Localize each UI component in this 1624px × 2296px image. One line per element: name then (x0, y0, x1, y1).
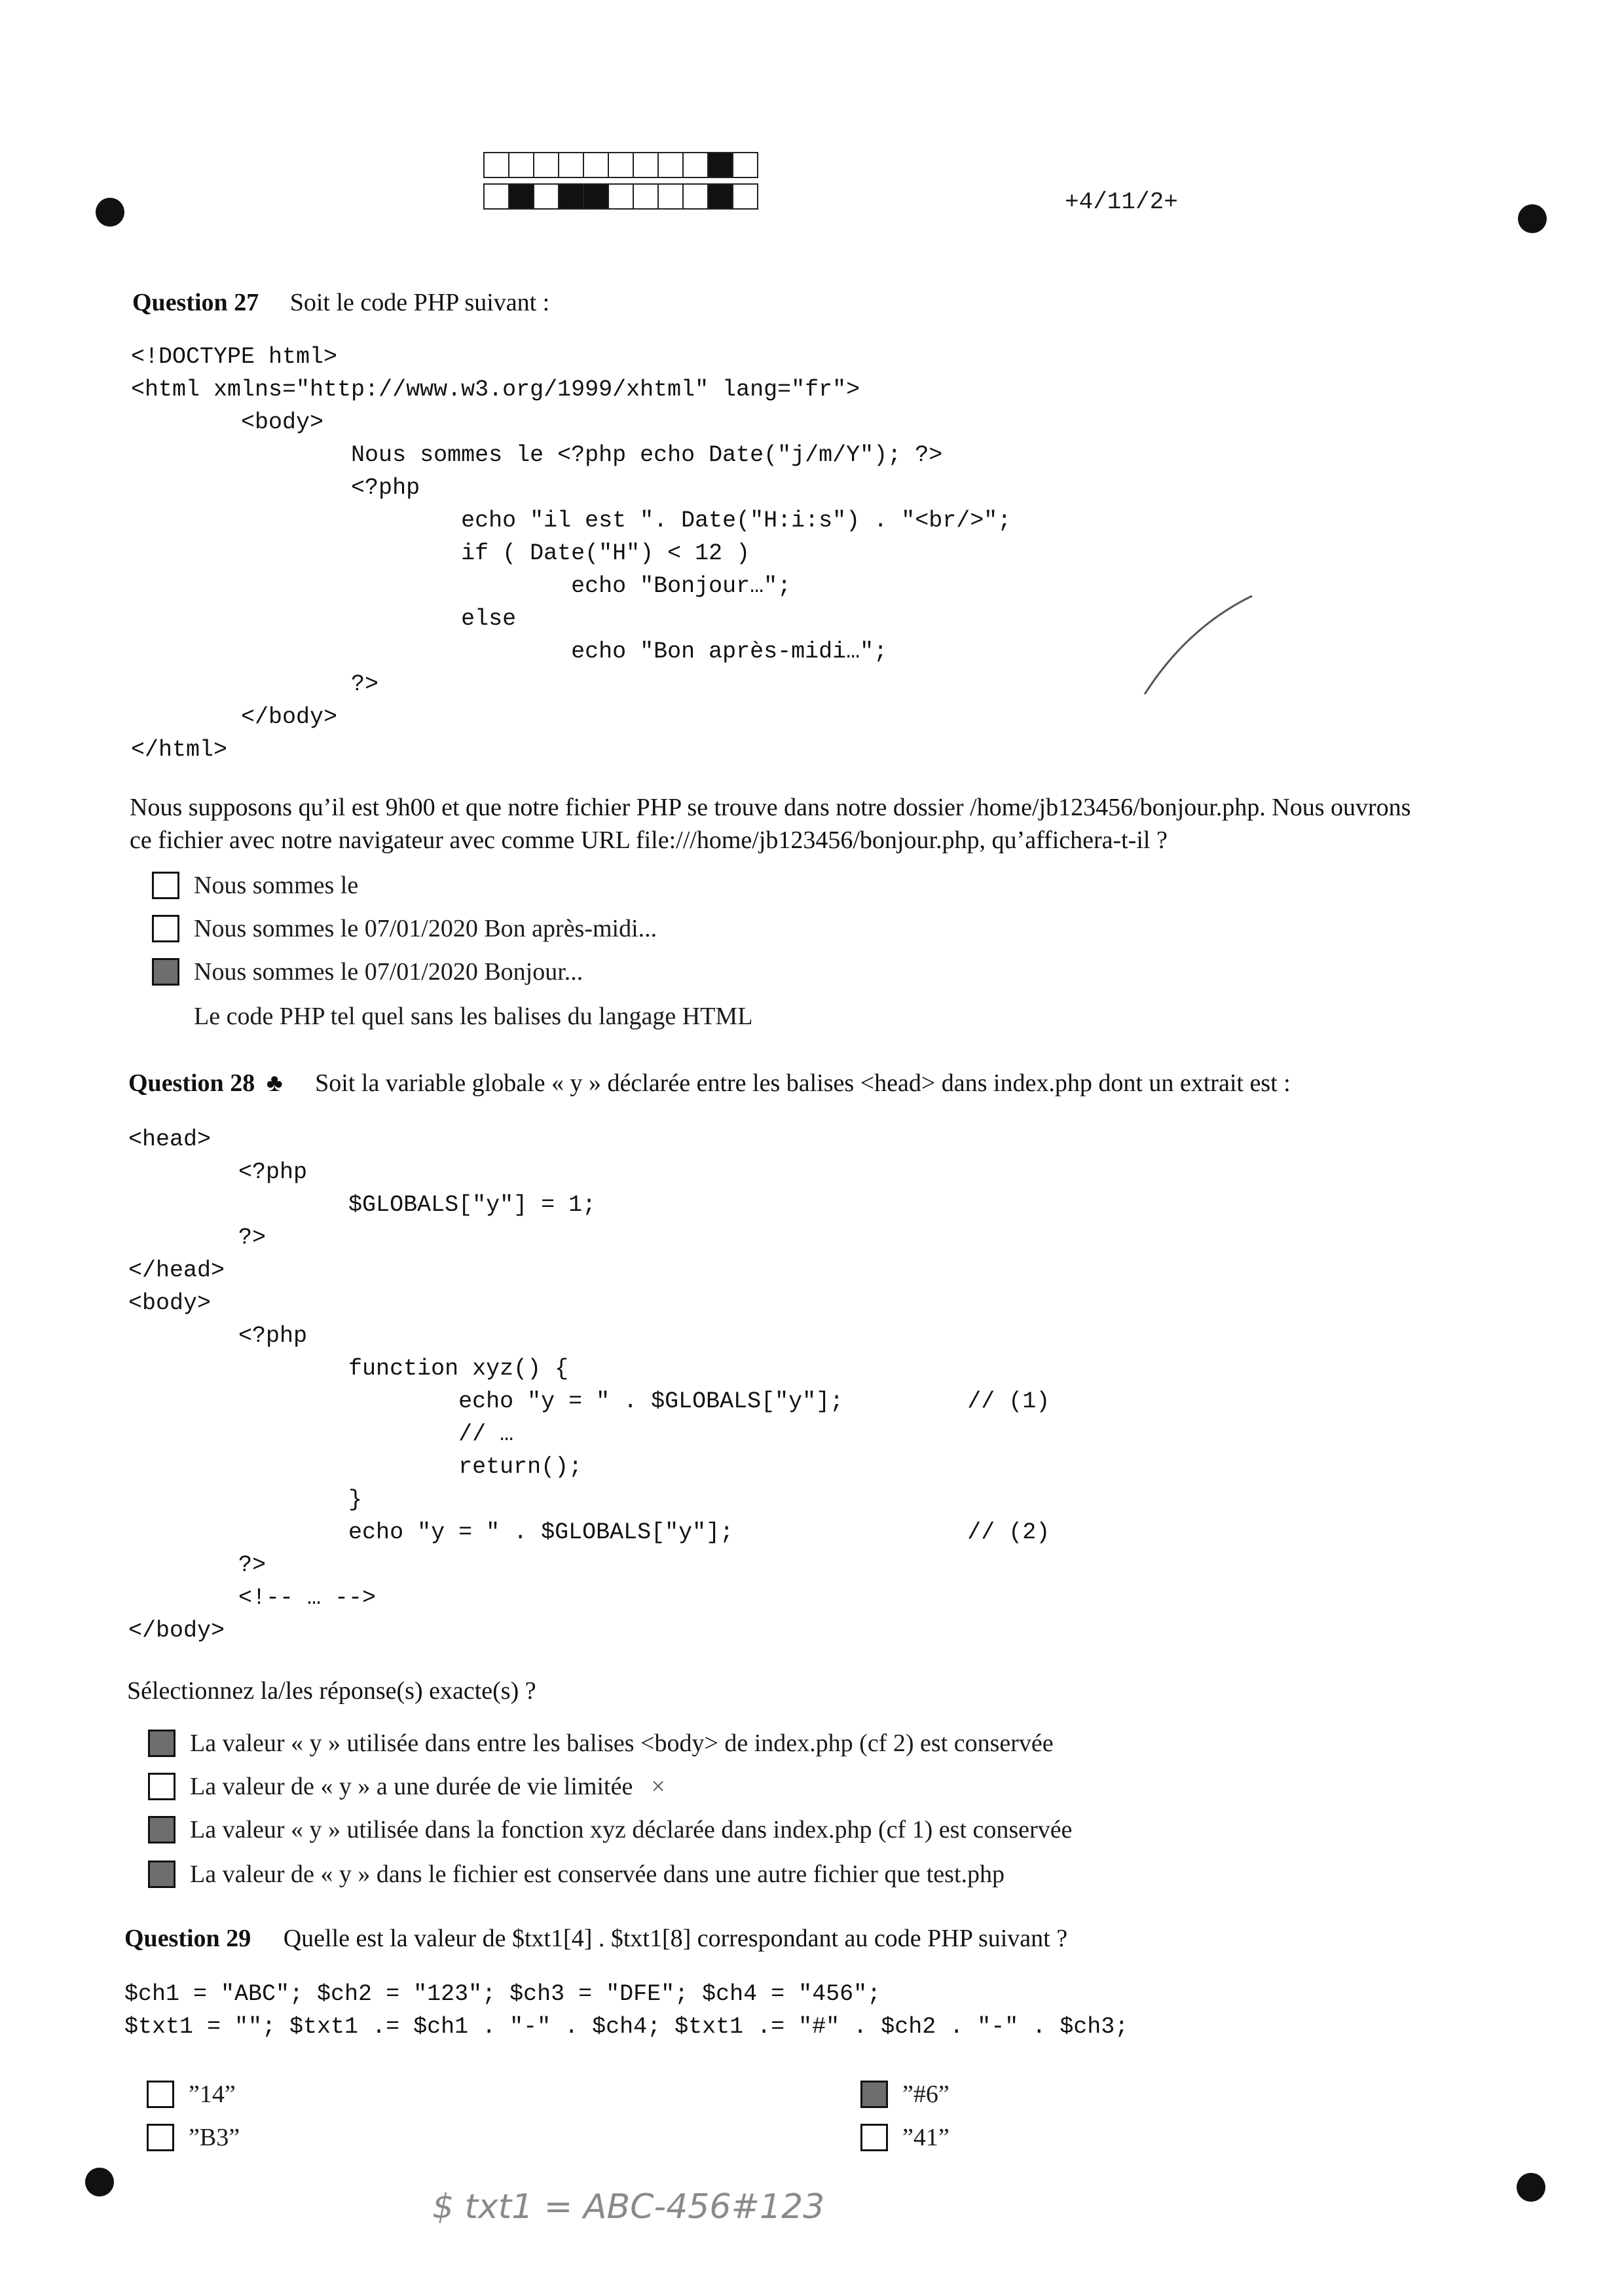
q28-code-line: <!-- … --> (128, 1585, 377, 1611)
q29-option-4-label: ”41” (902, 2124, 950, 2151)
q29-option-2-label: ”#6” (902, 2081, 950, 2108)
registration-dot-bottom-left (85, 2168, 114, 2196)
q27-option-1-label: Nous sommes le (194, 872, 359, 899)
barcode-cell (533, 183, 559, 210)
barcode-cell (508, 183, 534, 210)
question-28-question: Sélectionnez la/les réponse(s) exacte(s) ? (127, 1677, 536, 1705)
barcode-row-1 (483, 152, 757, 178)
q28-code-line: } (128, 1487, 363, 1513)
q27-option-2[interactable] (152, 914, 657, 943)
page-number: +4/11/2+ (1065, 189, 1178, 215)
q27-code-line: ?> (131, 671, 379, 697)
question-27-code (131, 341, 1011, 766)
q28-code-line: echo "y = " . $GLOBALS["y"]; // (1) (128, 1388, 1050, 1415)
q28-option-4-checkbox[interactable] (148, 1861, 175, 1888)
q27-code-line: if ( Date("H") < 12 ) (131, 540, 750, 566)
q28-option-3[interactable] (148, 1815, 1072, 1844)
registration-dot-top-right (1518, 204, 1547, 233)
question-28-code (128, 1123, 1050, 1647)
barcode-cell (558, 183, 584, 210)
barcode-cell (657, 152, 684, 178)
q28-code-line: <body> (128, 1290, 212, 1316)
barcode-cell (633, 183, 659, 210)
q29-option-4-checkbox[interactable] (860, 2124, 888, 2151)
pen-stroke-mark (1139, 589, 1257, 701)
question-29-header (124, 1924, 1067, 1953)
q28-code-line: </body> (128, 1618, 225, 1644)
q29-option-3-label: ”B3” (189, 2124, 240, 2151)
q28-option-2[interactable] (148, 1772, 665, 1801)
q28-code-line: ?> (128, 1552, 267, 1578)
q29-code-line: $txt1 = ""; $txt1 .= $ch1 . "-" . $ch4; $txt1 .= "#" . $ch2 . "-" . $ch3; (124, 2014, 1129, 2040)
q29-option-1-checkbox[interactable] (147, 2081, 174, 2108)
q27-option-4-label: Le code PHP tel quel sans les balises du langage HTML (194, 1003, 753, 1030)
barcode-cell (633, 152, 659, 178)
q27-code-line: echo "il est ". Date("H:i:s") . "<br/>"; (131, 508, 1012, 534)
q27-option-3-checkbox[interactable] (152, 958, 179, 986)
q28-code-line: function xyz() { (128, 1356, 569, 1382)
barcode-row-2 (483, 183, 757, 210)
barcode-cell (732, 183, 758, 210)
q28-code-line: return(); (128, 1454, 583, 1480)
q27-option-4[interactable] (152, 1002, 752, 1031)
q28-code-line: <head> (128, 1126, 212, 1153)
question-27-prompt: Soit le code PHP suivant : (289, 289, 550, 316)
barcode-cell (657, 183, 684, 210)
barcode-cell (608, 183, 634, 210)
q27-option-2-checkbox[interactable] (152, 915, 179, 942)
question-27-label: Question 27 (132, 289, 259, 316)
barcode-cell (682, 183, 709, 210)
barcode-cell (707, 183, 733, 210)
q29-code-line: $ch1 = "ABC"; $ch2 = "123"; $ch3 = "DFE"; $ch4 = "456"; (124, 1981, 881, 2007)
q29-option-3[interactable] (147, 2123, 240, 2152)
q28-option-1-label: La valeur « y » utilisée dans entre les balises <body> de index.php (cf 2) est conservée (190, 1730, 1054, 1757)
q29-option-3-checkbox[interactable] (147, 2124, 174, 2151)
q27-code-line: </body> (131, 704, 338, 730)
q27-code-line: echo "Bonjour…"; (131, 573, 792, 599)
q28-code-line: // … (128, 1421, 514, 1447)
question-27-text-line-1: Nous supposons qu’il est 9h00 et que notre fichier PHP se trouve dans notre dossier /home/jb123456/bonjour.php. Nous ouvrons (130, 794, 1411, 821)
question-27-text (130, 791, 1544, 857)
q27-code-line: <html xmlns="http://www.w3.org/1999/xhtml" lang="fr"> (131, 377, 860, 403)
barcode-cell (533, 152, 559, 178)
q27-option-2-label: Nous sommes le 07/01/2020 Bon après-midi... (194, 915, 657, 942)
q27-option-1[interactable] (152, 871, 358, 900)
barcode-cell (707, 152, 733, 178)
registration-dot-bottom-right (1517, 2173, 1545, 2202)
q29-option-1-label: ”14” (189, 2081, 236, 2108)
question-28-header (128, 1069, 1291, 1098)
question-29-label: Question 29 (124, 1925, 251, 1952)
q28-option-3-label: La valeur « y » utilisée dans la fonction xyz déclarée dans index.php (cf 1) est conservée (190, 1816, 1073, 1843)
q29-option-2-checkbox[interactable] (860, 2081, 888, 2108)
q28-option-1[interactable] (148, 1729, 1054, 1758)
barcode-cell (508, 152, 534, 178)
q28-code-line: $GLOBALS["y"] = 1; (128, 1192, 597, 1218)
q27-option-3-label: Nous sommes le 07/01/2020 Bonjour... (194, 958, 583, 986)
q27-option-1-checkbox[interactable] (152, 872, 179, 899)
barcode-cell (732, 152, 758, 178)
q28-code-line: <?php (128, 1323, 308, 1349)
q27-code-line: else (131, 606, 517, 632)
q28-option-4-label: La valeur de « y » dans le fichier est conservée dans une autre fichier que test.php (190, 1861, 1005, 1888)
cross-mark-icon: × (651, 1773, 665, 1800)
q27-option-3[interactable] (152, 957, 583, 986)
q28-code-line: echo "y = " . $GLOBALS["y"]; // (2) (128, 1519, 1050, 1546)
barcode-cell (682, 152, 709, 178)
question-27-header (132, 288, 549, 317)
q29-option-4[interactable] (860, 2123, 950, 2152)
barcode-cell (483, 183, 509, 210)
question-27-text-line-2: ce fichier avec notre navigateur avec comme URL file:///home/jb123456/bonjour.php, qu’affichera-t-il ? (130, 826, 1168, 854)
q27-code-line: <body> (131, 409, 324, 435)
q27-code-line: <!DOCTYPE html> (131, 344, 338, 370)
q27-code-line: <?php (131, 475, 420, 501)
q27-code-line: </html> (131, 737, 228, 763)
q29-option-1[interactable] (147, 2080, 236, 2109)
q28-option-1-checkbox[interactable] (148, 1730, 175, 1757)
q28-option-4[interactable] (148, 1860, 1005, 1889)
q27-option-4-checkbox[interactable] (152, 1003, 179, 1030)
question-28-label: Question 28 (128, 1069, 255, 1097)
barcode-cell (608, 152, 634, 178)
q28-code-line: ?> (128, 1225, 267, 1251)
q29-option-2[interactable] (860, 2080, 950, 2109)
q28-option-2-label: La valeur de « y » a une durée de vie limitée (190, 1773, 633, 1800)
question-29-code (124, 1978, 1128, 2043)
q27-code-line: echo "Bon après-midi…"; (131, 639, 888, 665)
barcode-cell (583, 152, 609, 178)
question-28-prompt: Soit la variable globale « y » déclarée entre les balises <head> dans index.php dont un extrait est : (315, 1069, 1291, 1097)
club-icon: ♣ (266, 1069, 283, 1097)
handwritten-note: $ txt1 = ABC-456#123 (432, 2187, 825, 2227)
q27-code-line: Nous sommes le <?php echo Date("j/m/Y"); ?> (131, 442, 943, 468)
barcode-cell (583, 183, 609, 210)
q28-option-3-checkbox[interactable] (148, 1816, 175, 1843)
question-29-prompt: Quelle est la valeur de $txt1[4] . $txt1[8] correspondant au code PHP suivant ? (283, 1925, 1068, 1952)
q28-option-2-checkbox[interactable] (148, 1773, 175, 1800)
q28-code-line: <?php (128, 1159, 308, 1185)
q28-code-line: </head> (128, 1257, 225, 1284)
barcode-cell (483, 152, 509, 178)
registration-dot-top-left (96, 198, 124, 227)
barcode-cell (558, 152, 584, 178)
